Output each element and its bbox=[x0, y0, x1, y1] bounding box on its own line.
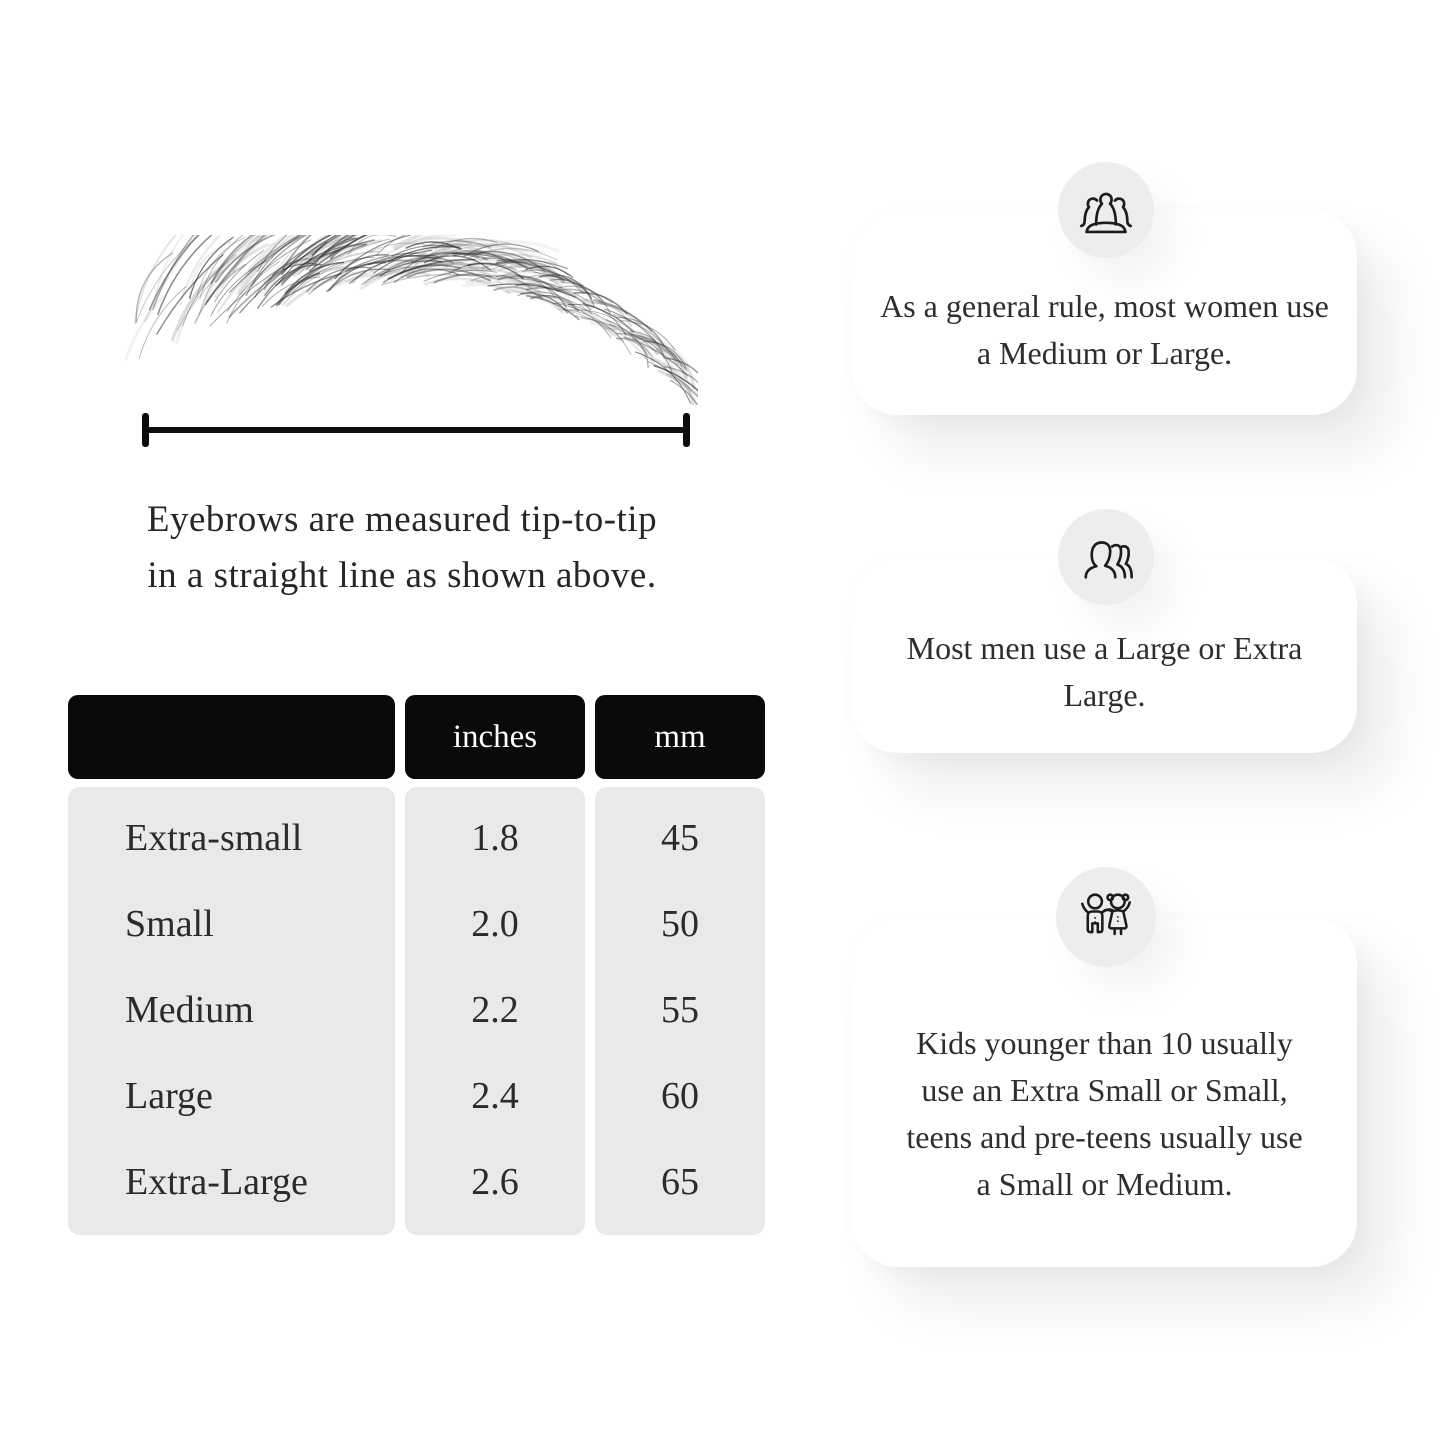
info-card-kids bbox=[852, 917, 1357, 1267]
info-card-men-text: Most men use a Large or Extra Large. bbox=[906, 630, 1303, 713]
table-row-label: Large bbox=[125, 1075, 213, 1117]
table-row-inches: 2.4 bbox=[471, 1075, 519, 1117]
table-row-inches: 2.6 bbox=[471, 1161, 519, 1203]
men-icon-badge bbox=[1058, 509, 1154, 605]
children-icon bbox=[1075, 888, 1137, 946]
table-row-label: Extra-small bbox=[125, 817, 303, 859]
table-row-mm: 55 bbox=[661, 989, 699, 1031]
caption-line-1: Eyebrows are measured tip-to-tip bbox=[146, 499, 658, 540]
size-table bbox=[68, 695, 765, 1235]
table-row-label: Medium bbox=[125, 989, 254, 1031]
size-table-mm-column bbox=[595, 787, 765, 1235]
size-table-header-inches: inches bbox=[405, 695, 585, 779]
size-table-header-size bbox=[68, 695, 395, 779]
table-row-inches: 1.8 bbox=[471, 817, 519, 859]
size-table-header-mm: mm bbox=[595, 695, 765, 779]
info-card-kids-text: Kids younger than 10 usually use an Extra Small or Small, teens and pre-teens usually use a Small or Medium. bbox=[906, 1025, 1303, 1202]
size-table-inches-column bbox=[405, 787, 585, 1235]
table-row-mm: 45 bbox=[661, 817, 699, 859]
table-row-label: Extra-Large bbox=[125, 1161, 308, 1203]
measurement-end-cap-right bbox=[683, 413, 690, 447]
women-group-icon bbox=[1077, 184, 1135, 236]
measurement-bar bbox=[145, 427, 687, 433]
measurement-caption bbox=[72, 492, 732, 604]
info-card-women-text: As a general rule, most women use a Medium or Large. bbox=[880, 287, 1329, 371]
eyebrow-illustration bbox=[118, 235, 698, 405]
men-group-icon bbox=[1077, 531, 1135, 583]
size-table-header bbox=[68, 695, 765, 779]
women-icon-badge bbox=[1058, 162, 1154, 258]
kids-icon-badge bbox=[1056, 867, 1156, 967]
caption-line-2: in a straight line as shown above. bbox=[147, 555, 657, 596]
size-table-label-column bbox=[68, 787, 395, 1235]
table-row-mm: 60 bbox=[661, 1075, 699, 1117]
measurement-line bbox=[142, 413, 690, 447]
table-row-mm: 50 bbox=[661, 903, 699, 945]
size-table-body bbox=[68, 787, 765, 1235]
table-row-inches: 2.2 bbox=[471, 989, 519, 1031]
table-row-label: Small bbox=[125, 903, 214, 945]
table-row-mm: 65 bbox=[661, 1161, 699, 1203]
table-row-inches: 2.0 bbox=[471, 903, 519, 945]
